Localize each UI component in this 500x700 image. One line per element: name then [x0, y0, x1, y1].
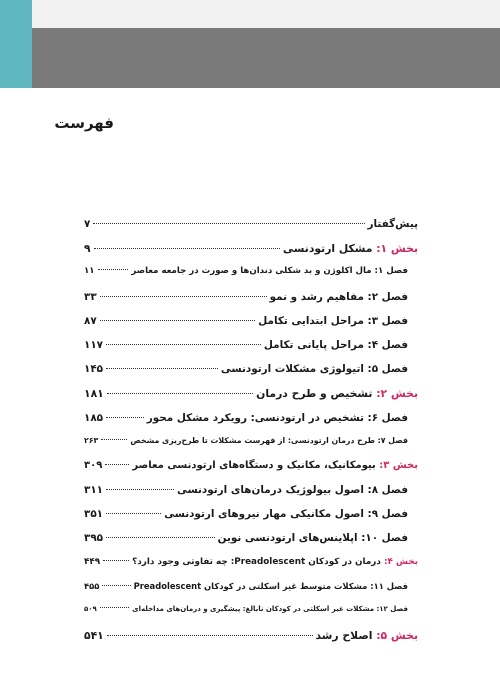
toc-leader-dots	[93, 223, 364, 224]
toc-leader-dots	[107, 635, 313, 636]
toc-page-number: ۳۵۱	[84, 508, 104, 521]
toc-entry-label	[316, 629, 418, 642]
toc-entry-label	[256, 387, 418, 400]
toc-entry-label: فصل ۸: اصول بیولوژیک درمان‌های ارتودنسی	[176, 484, 408, 497]
part-title: اصلاح رشد	[315, 629, 373, 643]
toc-leader-dots	[106, 344, 261, 345]
toc-leader-dots	[100, 296, 267, 297]
toc-row[interactable]	[84, 339, 418, 363]
toc-row[interactable]	[84, 605, 418, 629]
toc-leader-dots	[105, 464, 129, 465]
toc-row[interactable]	[84, 629, 418, 653]
toc-entry-label	[283, 242, 418, 255]
toc-leader-dots	[100, 320, 256, 321]
toc-entry-label: فصل ۹: اصول مکانیکی مهار نیروهای ارتودنسی	[164, 508, 408, 521]
toc-row[interactable]	[84, 242, 418, 266]
toc-page-number: ۹	[84, 242, 91, 256]
toc-page-number: ۳۱۱	[84, 484, 104, 497]
toc-page-number: ۸۷	[84, 314, 97, 327]
toc-entry-label: فصل ۲: مفاهیم رشد و نمو	[269, 290, 408, 303]
toc-page-number: ۳۹۵	[84, 532, 104, 545]
toc-row[interactable]	[84, 387, 418, 411]
toc-row[interactable]	[84, 508, 418, 532]
toc-leader-dots	[94, 248, 280, 249]
toc-page-number: ۱۸۱	[84, 387, 104, 401]
toc-page-number: ۱۸۵	[84, 411, 104, 424]
part-title: تشخیص و طرح درمان	[256, 387, 373, 401]
header-accent-teal	[0, 0, 32, 88]
toc-leader-dots	[107, 393, 253, 394]
toc-entry-label: فصل ۵: اتیولوژی مشکلات ارتودنسی	[220, 363, 408, 376]
toc-row[interactable]	[84, 412, 418, 436]
toc-leader-dots	[106, 513, 161, 514]
toc-leader-dots	[98, 269, 129, 270]
toc-entry-label: فصل ۱۲: مشکلات غیر اسکلتی در کودکان نابالغ: پیشگیری و درمان‌های مداخله‌ای	[132, 605, 408, 613]
toc-entry-label	[132, 460, 418, 471]
toc-row[interactable]	[84, 291, 418, 315]
toc-row[interactable]	[84, 581, 418, 605]
toc-row[interactable]	[84, 266, 418, 290]
part-number: بخش ۵:	[372, 629, 418, 643]
page-title: فهرست	[54, 114, 114, 132]
toc-entry-label: فصل ۱۱: مشکلات متوسط غیر اسکلتی در کودکان Preadolescent	[133, 580, 408, 591]
part-number: بخش ۳:	[375, 459, 418, 471]
toc-page-number: ۵۰۹	[84, 605, 97, 613]
toc-leader-dots	[103, 560, 129, 561]
toc-leader-dots	[106, 417, 144, 418]
part-number: بخش ۱:	[372, 242, 418, 256]
toc-page-number: ۴۴۹	[84, 556, 101, 567]
toc-row[interactable]	[84, 315, 418, 339]
toc-row[interactable]	[84, 218, 418, 242]
toc-page-number: ۳۰۹	[84, 459, 103, 471]
toc-page-number: ۲۶۳	[84, 435, 99, 445]
toc-page-number: ۷	[84, 218, 91, 230]
header-light-strip	[32, 0, 500, 28]
header-band	[0, 0, 500, 88]
part-number: بخش ۲:	[372, 387, 418, 401]
toc-row[interactable]	[84, 436, 418, 460]
toc-entry-label: فصل ۳: مراحل ابتدایی تکامل	[258, 314, 408, 327]
toc-page-number: ۱۱۷	[84, 338, 104, 351]
toc-row[interactable]	[84, 363, 418, 387]
toc-page-number: ۴۵۵	[84, 580, 100, 591]
toc-page-number: ۱۱	[84, 266, 95, 277]
toc-row[interactable]	[84, 532, 418, 556]
part-number: بخش ۴:	[380, 556, 418, 567]
toc-entry-label	[132, 557, 418, 567]
toc-entry-label: فصل ۱۰: اپلاینس‌های ارتودنسی نوین	[217, 532, 408, 545]
toc-leader-dots	[101, 439, 127, 440]
part-title: بیومکانیک، مکانیک و دستگاه‌های ارتودنسی معاصر	[132, 459, 376, 471]
toc-leader-dots	[100, 607, 129, 608]
toc-entry-label: فصل ۱: مال اکلوژن و بد شکلی دندان‌ها و صورت در جامعه معاصر	[131, 266, 408, 277]
toc-row[interactable]	[84, 484, 418, 508]
toc-page-number: ۳۳	[84, 290, 97, 303]
toc-entry-label: فصل ۴: مراحل پایانی تکامل	[263, 338, 408, 351]
toc-leader-dots	[106, 489, 174, 490]
part-title: درمان در کودکان Preadolescent: چه تفاوتی وجود دارد؟	[132, 556, 381, 567]
toc-leader-dots	[106, 537, 215, 538]
part-title: مشکل ارتودنسی	[282, 242, 373, 256]
toc-entry-label: فصل ۶: تشخیص در ارتودنسی: رویکرد مشکل محور	[146, 411, 408, 424]
toc-entry-label: فصل ۷: طرح درمان ارتودنسی: از فهرست مشکلات تا طرح‌ریزی مشخص	[130, 435, 408, 445]
toc-row[interactable]	[84, 460, 418, 484]
toc-entry-label: پیش‌گفتار	[367, 218, 418, 230]
header-gray-strip	[32, 28, 500, 88]
toc-leader-dots	[106, 368, 218, 369]
toc-row[interactable]	[84, 557, 418, 581]
toc-leader-dots	[102, 585, 130, 586]
toc-page-number: ۵۴۱	[84, 629, 104, 643]
table-of-contents	[84, 218, 418, 653]
toc-page-number: ۱۴۵	[84, 363, 104, 376]
